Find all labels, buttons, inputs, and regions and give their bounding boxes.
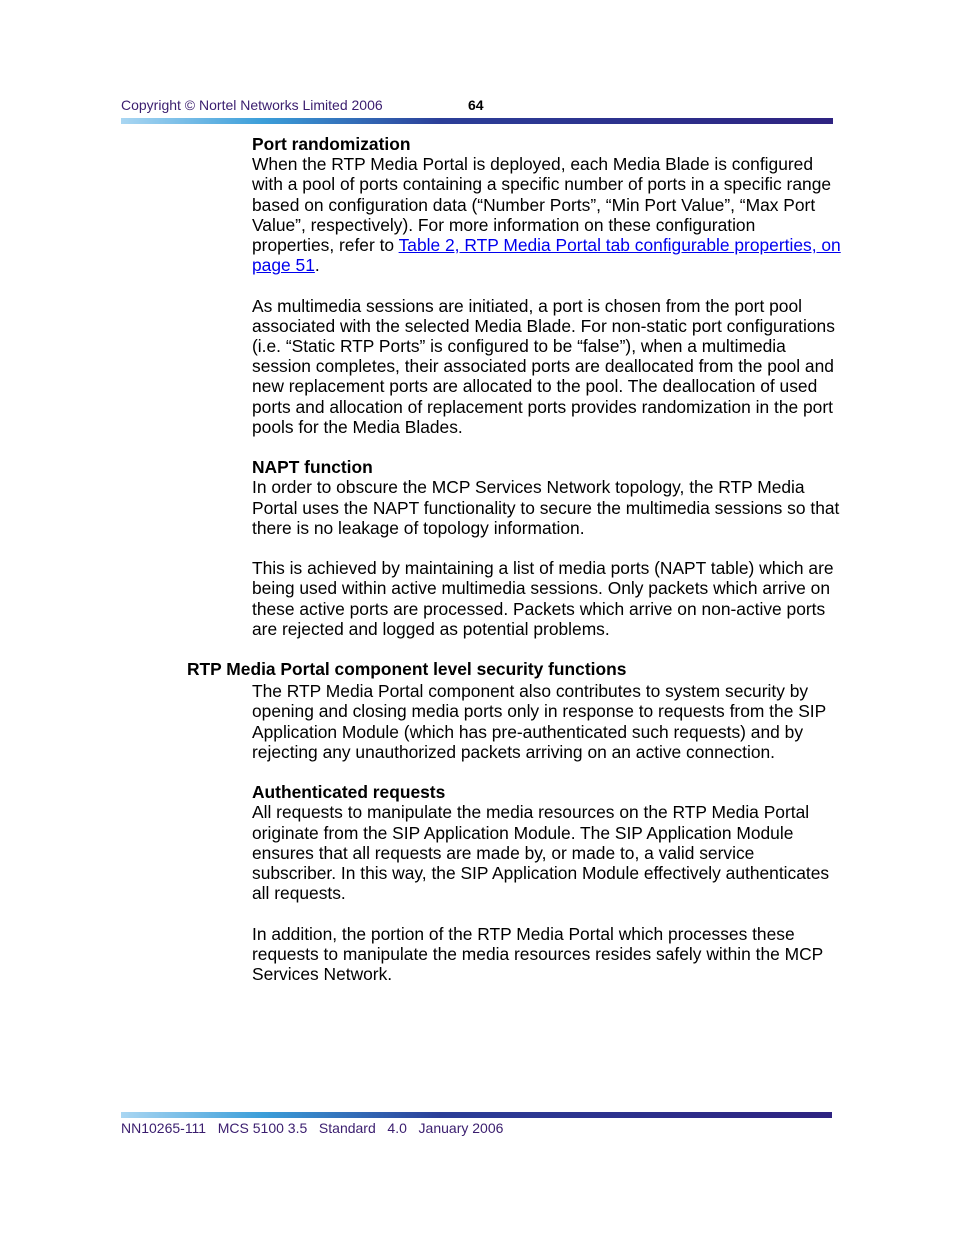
paragraph-napt-2: This is achieved by maintaining a list of media ports (NAPT table) which are being used within active multimedia sessions. Only packets which arrive on these active ports are processed. Packets which arrive on non-active ports are rejected and logged as potential problems. — [252, 558, 834, 639]
page-number: 64 — [468, 97, 484, 113]
paragraph-end: . — [314, 255, 320, 276]
heading-authenticated-requests: Authenticated requests — [252, 782, 446, 803]
header-rule — [121, 118, 833, 124]
paragraph-text: When the RTP Media Portal is deployed, each Media Blade is configured with a pool of ports containing a specific number of ports in a specific range based on configuration data (“Number Ports”, “Min Port Value”, “Max Port Value”, respectively). For more information on these configuration properties, refer to — [252, 154, 832, 256]
paragraph-port-randomization-1 — [252, 154, 842, 275]
paragraph-napt-1: In order to obscure the MCP Services Network topology, the RTP Media Portal uses the NAPT functionality to secure the multimedia sessions so that there is no leakage of topology information. — [252, 477, 840, 538]
paragraph-auth-2: In addition, the portion of the RTP Media Portal which processes these requests to manipulate the media resources resides safely within the MCP Services Network. — [252, 923, 823, 985]
heading-component-security: RTP Media Portal component level security functions — [187, 659, 627, 680]
footer-rule — [121, 1112, 832, 1118]
heading-port-randomization: Port randomization — [252, 134, 411, 154]
paragraph-port-randomization-2: As multimedia sessions are initiated, a port is chosen from the port pool associated with the selected Media Blade. For non-static port configurations (i.e. “Static RTP Ports” is configured to be “false”), when a multimedia session completes, their associated ports are deallocated from the pool and new replacement ports are allocated to the pool. The deallocation of used ports and allocation of replacement ports provides randomization in the port pools for the Media Blades. — [252, 295, 835, 437]
header-copyright: Copyright © Nortel Networks Limited 2006 — [121, 97, 383, 113]
page-content — [187, 134, 842, 985]
paragraph-auth-1: All requests to manipulate the media resources on the RTP Media Portal originate from the SIP Application Module. The SIP Application Module ensures that all requests are made by, or made to, a valid service subscriber. In this way, the SIP Application Module effectively authenticates all requests. — [252, 802, 830, 904]
table-2-reference-link[interactable]: Table 2, RTP Media Portal tab configurable properties, on page 51 — [252, 235, 841, 276]
paragraph-component-security: The RTP Media Portal component also contributes to system security by opening and closing media ports only in response to requests from the SIP Application Module (which has pre-authenticated such requests) and by rejecting any unauthorized packets arriving on an active connection. — [252, 681, 826, 762]
footer-doc-info: NN10265-111 MCS 5100 3.5 Standard 4.0 January 2006 — [121, 1120, 504, 1136]
heading-napt-function: NAPT function — [252, 457, 373, 478]
